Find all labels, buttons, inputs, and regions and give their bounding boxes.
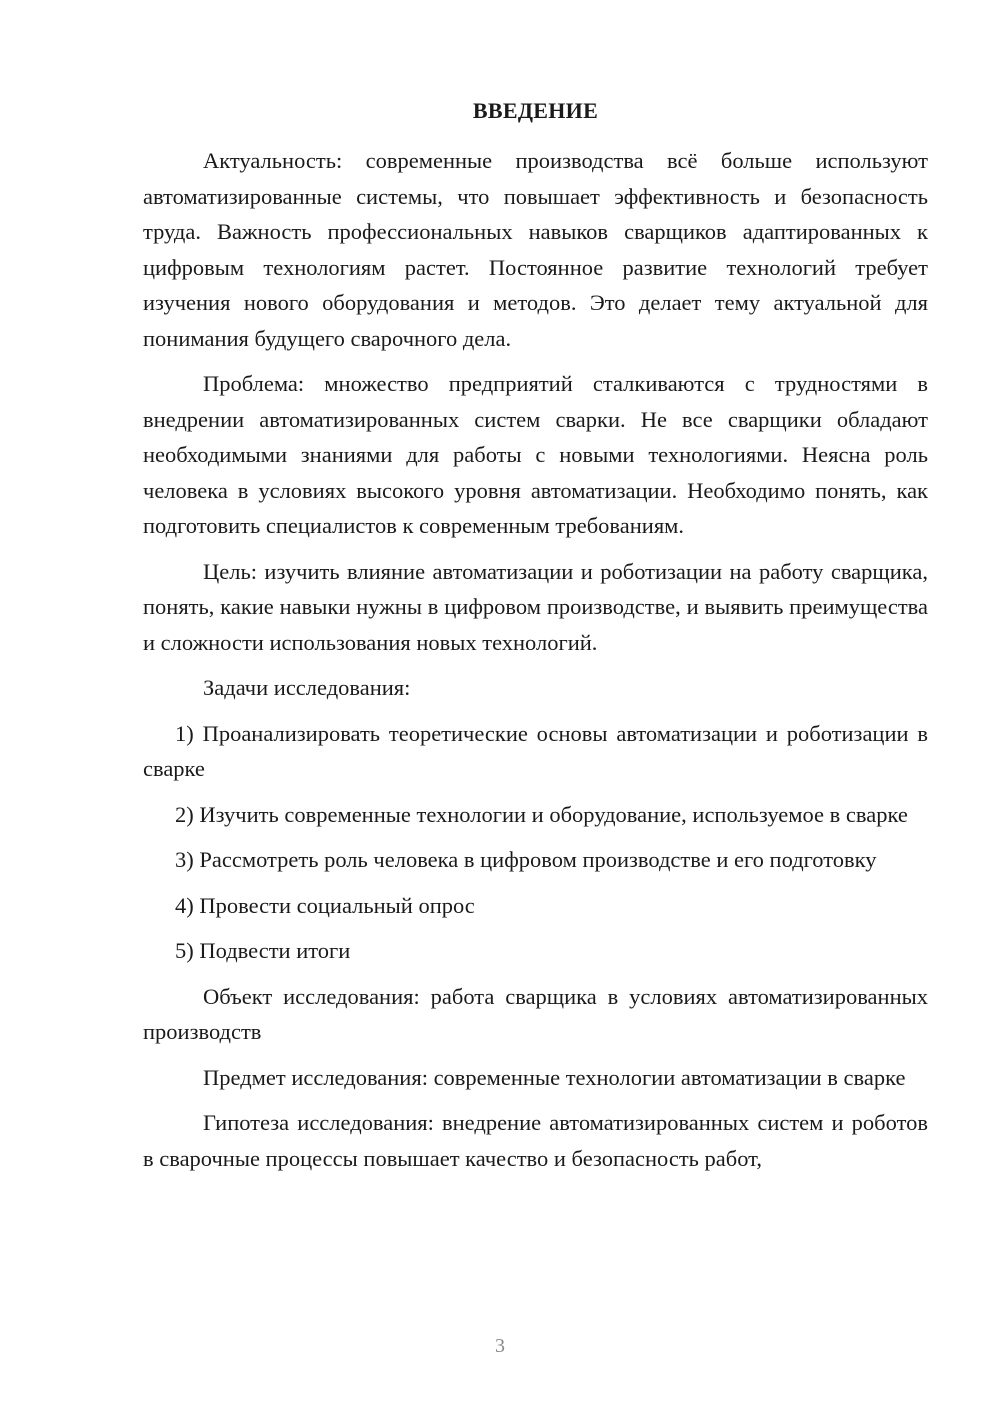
paragraph-relevance: Актуальность: современные производства всё больше используют автоматизированные системы, что повышает эффективность и безопасность труда. Важность профессиональных навыков сварщиков адаптированных к цифровым технологиям растет. Постоянное развитие технологий требует изучения нового оборудования и методов. Это делает тему актуальной для понимания будущего сварочного дела. [143,148,928,351]
paragraph-hypothesis: Гипотеза исследования: внедрение автоматизированных систем и роботов в сварочные процессы повышает качество и безопасность работ, [143,1110,928,1171]
paragraph-subject: Предмет исследования: современные технологии автоматизации в сварке [203,1064,906,1090]
task-item-2: 2) Изучить современные технологии и оборудование, используемое в сварке [175,801,908,827]
section-title: ВВЕДЕНИЕ [472,98,599,123]
task-item-3: 3) Рассмотреть роль человека в цифровом производстве и его подготовку [175,847,877,872]
task-item-4: 4) Провести социальный опрос [175,892,475,918]
task-item-5: 5) Подвести итоги [175,938,351,963]
paragraph-goal: Цель: изучить влияние автоматизации и роботизации на работу сварщика, понять, какие навыки нужны в цифровом производстве, и выявить преимущества и сложности использования новых технологий. [143,558,928,655]
paragraph-problem: Проблема: множество предприятий сталкиваются с трудностями в внедрении автоматизированных систем сварки. Не все сварщики обладают необходимыми знаниями для работы с новыми технологиями. Неясна роль человека в условиях высокого уровня автоматизации. Необходимо понять, как подготовить специалистов к современным требованиям. [143,371,928,538]
tasks-heading: Задачи исследования: [203,675,411,700]
page-number: 3 [495,1335,505,1357]
paragraph-object: Объект исследования: работа сварщика в условиях автоматизированных производств [143,983,928,1044]
document-body [143,143,928,1186]
task-item-1: 1) Проанализировать теоретические основы автоматизации и роботизации в сварке [143,720,928,781]
